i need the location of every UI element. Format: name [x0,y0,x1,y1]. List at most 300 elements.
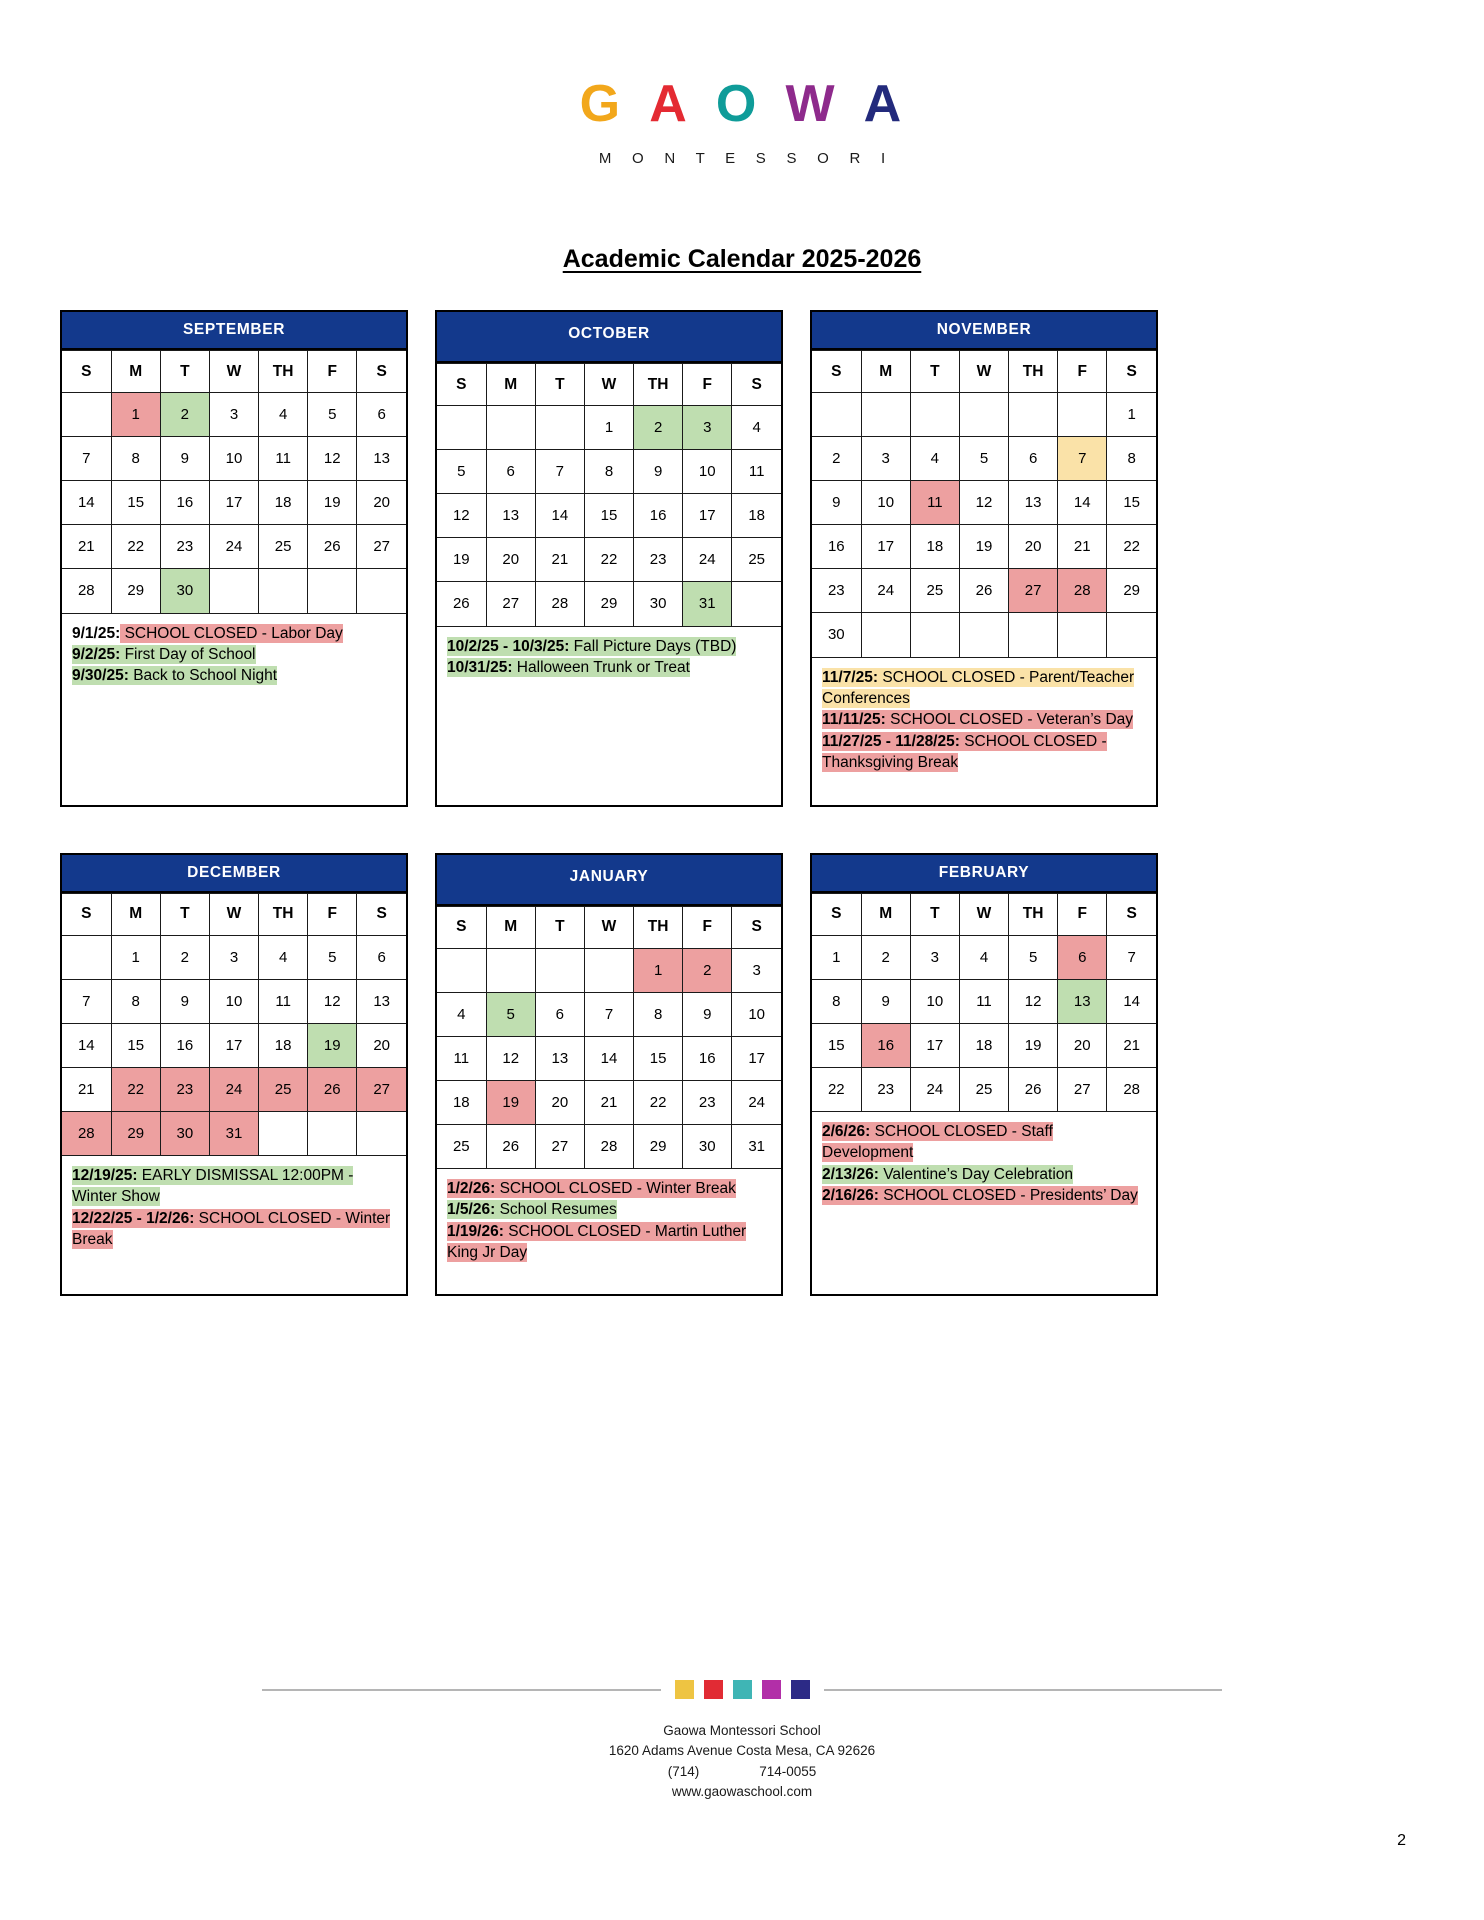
month-notes-february [812,1111,1156,1294]
day-cell[interactable]: 29 [1107,569,1156,613]
weekday-header-th: TH [634,906,683,948]
week-row [62,935,406,979]
day-cell[interactable]: 4 [910,437,959,481]
weekday-header-s: S [437,906,486,948]
day-cell[interactable]: 22 [812,1067,861,1111]
day-cell[interactable]: 8 [634,992,683,1036]
day-cell[interactable]: 1 [634,948,683,992]
day-cell[interactable]: 4 [437,992,486,1036]
footer-divider [262,1680,1222,1699]
day-cell[interactable]: 5 [486,992,535,1036]
day-cell[interactable]: 30 [160,1111,209,1155]
day-cell[interactable]: 23 [683,1080,732,1124]
day-cell[interactable]: 25 [732,538,781,582]
logo-letter-1: G [579,75,624,133]
day-cell[interactable]: 2 [160,935,209,979]
day-cell[interactable]: 19 [486,1080,535,1124]
day-cell[interactable]: 26 [486,1124,535,1168]
day-cell[interactable]: 24 [683,538,732,582]
day-cell[interactable]: 26 [308,1067,357,1111]
month-table-september [62,350,406,613]
day-cell[interactable]: 5 [308,935,357,979]
day-cell[interactable]: 28 [535,582,584,626]
day-cell[interactable]: 21 [62,525,111,569]
day-cell[interactable]: 12 [1009,979,1058,1023]
day-cell[interactable]: 21 [1107,1023,1156,1067]
day-cell[interactable]: 14 [584,1036,633,1080]
day-cell[interactable]: 17 [910,1023,959,1067]
weekday-header-f: F [1058,351,1107,393]
month-header-september: SEPTEMBER [62,312,406,350]
day-cell[interactable]: 12 [308,979,357,1023]
day-cell-blank [1058,393,1107,437]
day-cell[interactable]: 3 [683,406,732,450]
calendar-note [447,636,773,657]
day-cell[interactable]: 13 [357,979,406,1023]
note-text: Valentine’s Day Celebration [878,1165,1074,1183]
day-cell-blank [259,1111,308,1155]
day-cell[interactable]: 12 [486,1036,535,1080]
day-cell[interactable]: 19 [1009,1023,1058,1067]
day-cell[interactable]: 27 [357,1067,406,1111]
note-text: SCHOOL CLOSED - Staff Development [822,1123,1053,1162]
day-cell[interactable]: 19 [959,525,1008,569]
day-cell-blank [308,569,357,613]
day-cell[interactable]: 4 [959,935,1008,979]
day-cell[interactable]: 14 [62,481,111,525]
note-date-highlight [72,645,120,664]
day-cell[interactable]: 16 [160,1023,209,1067]
day-cell[interactable]: 7 [62,437,111,481]
note-text: Fall Picture Days (TBD) [569,637,737,655]
note-date-highlight [72,666,129,685]
day-cell[interactable]: 14 [1058,481,1107,525]
day-cell[interactable]: 10 [209,979,258,1023]
day-cell[interactable]: 12 [308,437,357,481]
day-cell[interactable]: 29 [111,569,160,613]
brand-square-3 [733,1680,752,1699]
brand-square-5 [791,1680,810,1699]
note-date: 10/2/25 - 10/3/25: [447,637,570,655]
month-notes-september [62,613,406,805]
day-cell[interactable]: 3 [861,437,910,481]
day-cell[interactable]: 8 [584,450,633,494]
day-cell[interactable]: 20 [1009,525,1058,569]
note-text: School Resumes [495,1201,617,1219]
day-cell[interactable]: 11 [259,979,308,1023]
month-header-october: OCTOBER [437,312,781,363]
month-table-november [812,350,1156,657]
day-cell[interactable]: 20 [486,538,535,582]
day-cell[interactable]: 18 [259,481,308,525]
day-cell[interactable]: 26 [308,525,357,569]
day-cell[interactable]: 19 [308,481,357,525]
day-cell[interactable]: 25 [910,569,959,613]
day-cell[interactable]: 14 [1107,979,1156,1023]
logo-letter-4: W [785,75,838,133]
day-cell[interactable]: 21 [584,1080,633,1124]
weekday-header-s: S [357,893,406,935]
note-date: 1/19/26: [447,1222,504,1240]
day-cell[interactable]: 8 [812,979,861,1023]
calendar-note [72,1165,398,1208]
weekday-header-s: S [732,364,781,406]
week-row [812,569,1156,613]
day-cell[interactable]: 24 [209,1067,258,1111]
day-cell[interactable]: 14 [62,1023,111,1067]
day-cell[interactable]: 4 [259,393,308,437]
day-cell[interactable]: 27 [1058,1067,1107,1111]
note-date: 11/7/25: [822,668,879,686]
note-date: 2/13/26: [822,1165,879,1183]
weekday-header-w: W [584,364,633,406]
day-cell[interactable]: 26 [1009,1067,1058,1111]
footer-school-name: Gaowa Montessori School [663,1723,821,1738]
day-cell[interactable]: 9 [812,481,861,525]
day-cell[interactable]: 20 [1058,1023,1107,1067]
note-text: SCHOOL CLOSED - Labor Day [120,624,343,642]
calendar-note [447,1221,773,1264]
day-cell[interactable]: 11 [437,1036,486,1080]
day-cell[interactable]: 21 [535,538,584,582]
day-cell[interactable]: 12 [437,494,486,538]
day-cell[interactable]: 1 [1107,393,1156,437]
day-cell[interactable]: 21 [62,1067,111,1111]
note-date: 9/1/25: [72,624,121,642]
day-cell[interactable]: 15 [111,481,160,525]
day-cell[interactable]: 24 [209,525,258,569]
day-cell[interactable]: 27 [357,525,406,569]
day-cell[interactable]: 13 [1009,481,1058,525]
weekday-header-th: TH [1009,893,1058,935]
day-cell[interactable]: 11 [259,437,308,481]
note-date: 11/27/25 - 11/28/25: [822,732,960,750]
day-cell[interactable]: 10 [861,481,910,525]
weekday-header-s: S [62,893,111,935]
day-cell[interactable]: 12 [959,481,1008,525]
weekday-header-w: W [959,351,1008,393]
day-cell[interactable]: 17 [861,525,910,569]
note-text: Back to School Night [128,667,278,685]
note-text: SCHOOL CLOSED - Martin Luther King Jr Day [447,1222,747,1262]
day-cell[interactable]: 26 [437,582,486,626]
brand-square-4 [762,1680,781,1699]
day-cell[interactable]: 22 [584,538,633,582]
day-cell[interactable]: 18 [959,1023,1008,1067]
calendar-note [822,1185,1148,1206]
week-row [812,1067,1156,1111]
day-cell[interactable]: 6 [535,992,584,1036]
day-cell[interactable]: 16 [861,1023,910,1067]
weekday-header-t: T [160,893,209,935]
day-cell[interactable]: 1 [812,935,861,979]
week-row [437,1036,781,1080]
day-cell[interactable]: 31 [732,1124,781,1168]
day-cell[interactable]: 3 [209,935,258,979]
day-cell[interactable]: 18 [437,1080,486,1124]
note-date-highlight [822,668,878,687]
calendar-note [822,1121,1148,1164]
day-cell[interactable]: 23 [861,1067,910,1111]
day-cell[interactable]: 28 [1107,1067,1156,1111]
day-cell[interactable]: 5 [437,450,486,494]
day-cell[interactable]: 2 [861,935,910,979]
day-cell[interactable]: 6 [486,450,535,494]
day-cell[interactable]: 17 [683,494,732,538]
day-cell-blank [1009,393,1058,437]
weekday-header-t: T [910,351,959,393]
footer-rule-right [824,1689,1223,1691]
calendar-note [72,623,398,644]
week-row [812,525,1156,569]
month-notes-november [812,657,1156,805]
brand-color-squares [661,1680,824,1699]
day-cell[interactable]: 1 [111,393,160,437]
weekday-header-f: F [683,906,732,948]
day-cell[interactable]: 2 [812,437,861,481]
calendar-grid [60,310,1160,1342]
week-row [62,525,406,569]
note-date-highlight [822,732,960,751]
weekday-header-m: M [486,364,535,406]
day-cell[interactable]: 22 [111,525,160,569]
day-cell[interactable]: 5 [959,437,1008,481]
day-cell[interactable]: 22 [634,1080,683,1124]
day-cell[interactable]: 24 [861,569,910,613]
calendar-note [447,657,773,678]
weekday-header-m: M [861,351,910,393]
day-cell[interactable]: 4 [259,935,308,979]
day-cell[interactable]: 16 [160,481,209,525]
note-date: 9/30/25: [72,667,129,685]
day-cell[interactable]: 27 [486,582,535,626]
day-cell[interactable]: 22 [1107,525,1156,569]
note-date: 11/11/25: [822,711,886,729]
day-cell[interactable]: 30 [160,569,209,613]
day-cell[interactable]: 15 [1107,481,1156,525]
day-cell[interactable]: 13 [535,1036,584,1080]
day-cell[interactable]: 1 [111,935,160,979]
day-cell[interactable]: 9 [634,450,683,494]
weekday-header-s: S [62,351,111,393]
day-cell[interactable]: 15 [812,1023,861,1067]
day-cell[interactable]: 15 [634,1036,683,1080]
day-cell[interactable]: 6 [1009,437,1058,481]
day-cell[interactable]: 16 [812,525,861,569]
day-cell-blank [910,393,959,437]
day-cell[interactable]: 30 [812,613,861,657]
day-cell[interactable]: 7 [1107,935,1156,979]
day-cell[interactable]: 30 [634,582,683,626]
day-cell[interactable]: 27 [1009,569,1058,613]
day-cell[interactable]: 13 [486,494,535,538]
day-cell[interactable]: 16 [683,1036,732,1080]
day-cell[interactable]: 1 [584,406,633,450]
day-cell[interactable]: 18 [910,525,959,569]
day-cell[interactable]: 17 [209,1023,258,1067]
week-row [812,613,1156,657]
weekday-header-t: T [535,906,584,948]
note-date-highlight [72,1166,138,1185]
day-cell[interactable]: 2 [160,393,209,437]
day-cell[interactable]: 7 [1058,437,1107,481]
month-table-february [812,893,1156,1112]
day-cell[interactable]: 29 [111,1111,160,1155]
day-cell[interactable]: 11 [910,481,959,525]
day-cell[interactable]: 2 [683,948,732,992]
calendar-row-first [60,310,1160,807]
day-cell[interactable]: 18 [259,1023,308,1067]
day-cell[interactable]: 18 [732,494,781,538]
week-row [62,569,406,613]
note-date: 12/22/25 - 1/2/26: [72,1209,195,1227]
day-cell[interactable]: 9 [683,992,732,1036]
calendar-note [822,1164,1148,1185]
day-cell[interactable]: 10 [209,437,258,481]
day-cell[interactable]: 28 [62,1111,111,1155]
week-row [437,1124,781,1168]
day-cell[interactable]: 24 [910,1067,959,1111]
footer-phone [0,1762,1484,1782]
calendar-note [822,731,1148,774]
day-cell[interactable]: 10 [683,450,732,494]
day-cell[interactable]: 30 [683,1124,732,1168]
day-cell[interactable]: 7 [535,450,584,494]
day-cell[interactable]: 10 [732,992,781,1036]
day-cell[interactable]: 31 [683,582,732,626]
weekday-header-row [437,364,781,406]
note-date: 1/2/26: [447,1180,496,1197]
day-cell[interactable]: 17 [209,481,258,525]
day-cell-blank [486,406,535,450]
day-cell[interactable]: 23 [634,538,683,582]
weekday-header-w: W [584,906,633,948]
day-cell[interactable]: 21 [1058,525,1107,569]
week-row [437,406,781,450]
day-cell[interactable]: 14 [535,494,584,538]
day-cell[interactable]: 19 [437,538,486,582]
day-cell[interactable]: 11 [959,979,1008,1023]
day-cell[interactable]: 15 [584,494,633,538]
day-cell[interactable]: 7 [584,992,633,1036]
day-cell[interactable]: 28 [584,1124,633,1168]
weekday-header-s: S [357,351,406,393]
day-cell[interactable]: 19 [308,1023,357,1067]
month-card-november [810,310,1158,807]
day-cell[interactable]: 3 [209,393,258,437]
calendar-note [822,667,1148,710]
day-cell-blank [1009,613,1058,657]
month-notes-december [62,1155,406,1294]
day-cell-blank [486,948,535,992]
day-cell[interactable]: 3 [910,935,959,979]
brand-square-1 [675,1680,694,1699]
calendar-note [72,665,398,686]
weekday-header-m: M [111,351,160,393]
page-title: Academic Calendar 2025-2026 [562,245,922,273]
note-date-highlight [822,1165,879,1184]
day-cell[interactable]: 20 [357,481,406,525]
day-cell[interactable]: 6 [357,935,406,979]
month-header-february: FEBRUARY [812,855,1156,893]
weekday-header-row [812,351,1156,393]
day-cell[interactable]: 9 [861,979,910,1023]
day-cell[interactable]: 9 [160,437,209,481]
day-cell[interactable]: 28 [62,569,111,613]
day-cell[interactable]: 10 [910,979,959,1023]
day-cell-blank [910,613,959,657]
day-cell[interactable]: 24 [732,1080,781,1124]
day-cell-blank [357,569,406,613]
footer-website[interactable]: www.gaowaschool.com [671,1783,813,1799]
day-cell[interactable]: 4 [732,406,781,450]
weekday-header-row [62,351,406,393]
month-card-september [60,310,408,807]
week-row [437,582,781,626]
day-cell[interactable]: 5 [1009,935,1058,979]
day-cell-blank [584,948,633,992]
month-table-december [62,893,406,1156]
day-cell[interactable]: 6 [1058,935,1107,979]
day-cell[interactable]: 23 [812,569,861,613]
day-cell[interactable]: 29 [634,1124,683,1168]
day-cell[interactable]: 28 [1058,569,1107,613]
day-cell[interactable]: 29 [584,582,633,626]
day-cell[interactable]: 16 [634,494,683,538]
day-cell[interactable]: 23 [160,1067,209,1111]
day-cell[interactable]: 25 [259,525,308,569]
week-row [62,1067,406,1111]
month-table-october [437,363,781,626]
day-cell[interactable]: 8 [111,437,160,481]
day-cell[interactable]: 27 [535,1124,584,1168]
day-cell[interactable]: 17 [732,1036,781,1080]
day-cell[interactable]: 25 [259,1067,308,1111]
day-cell[interactable]: 8 [111,979,160,1023]
day-cell[interactable]: 3 [732,948,781,992]
day-cell[interactable]: 11 [732,450,781,494]
day-cell[interactable]: 22 [111,1067,160,1111]
weekday-header-row [437,906,781,948]
day-cell[interactable]: 9 [160,979,209,1023]
calendar-row-second [60,853,1160,1297]
day-cell[interactable]: 2 [634,406,683,450]
day-cell[interactable]: 13 [357,437,406,481]
day-cell[interactable]: 23 [160,525,209,569]
day-cell[interactable]: 6 [357,393,406,437]
day-cell[interactable]: 20 [357,1023,406,1067]
day-cell[interactable]: 5 [308,393,357,437]
week-row [812,393,1156,437]
day-cell[interactable]: 8 [1107,437,1156,481]
day-cell[interactable]: 31 [209,1111,258,1155]
day-cell[interactable]: 25 [437,1124,486,1168]
day-cell[interactable]: 20 [535,1080,584,1124]
weekday-header-row [62,893,406,935]
day-cell[interactable]: 26 [959,569,1008,613]
month-table-january [437,906,781,1169]
day-cell[interactable]: 15 [111,1023,160,1067]
day-cell-blank [357,1111,406,1155]
month-card-january [435,853,783,1297]
day-cell[interactable]: 13 [1058,979,1107,1023]
month-card-february [810,853,1158,1297]
day-cell[interactable]: 7 [62,979,111,1023]
note-date-highlight [447,1200,495,1219]
day-cell[interactable]: 25 [959,1067,1008,1111]
month-card-december [60,853,408,1297]
week-row [62,979,406,1023]
